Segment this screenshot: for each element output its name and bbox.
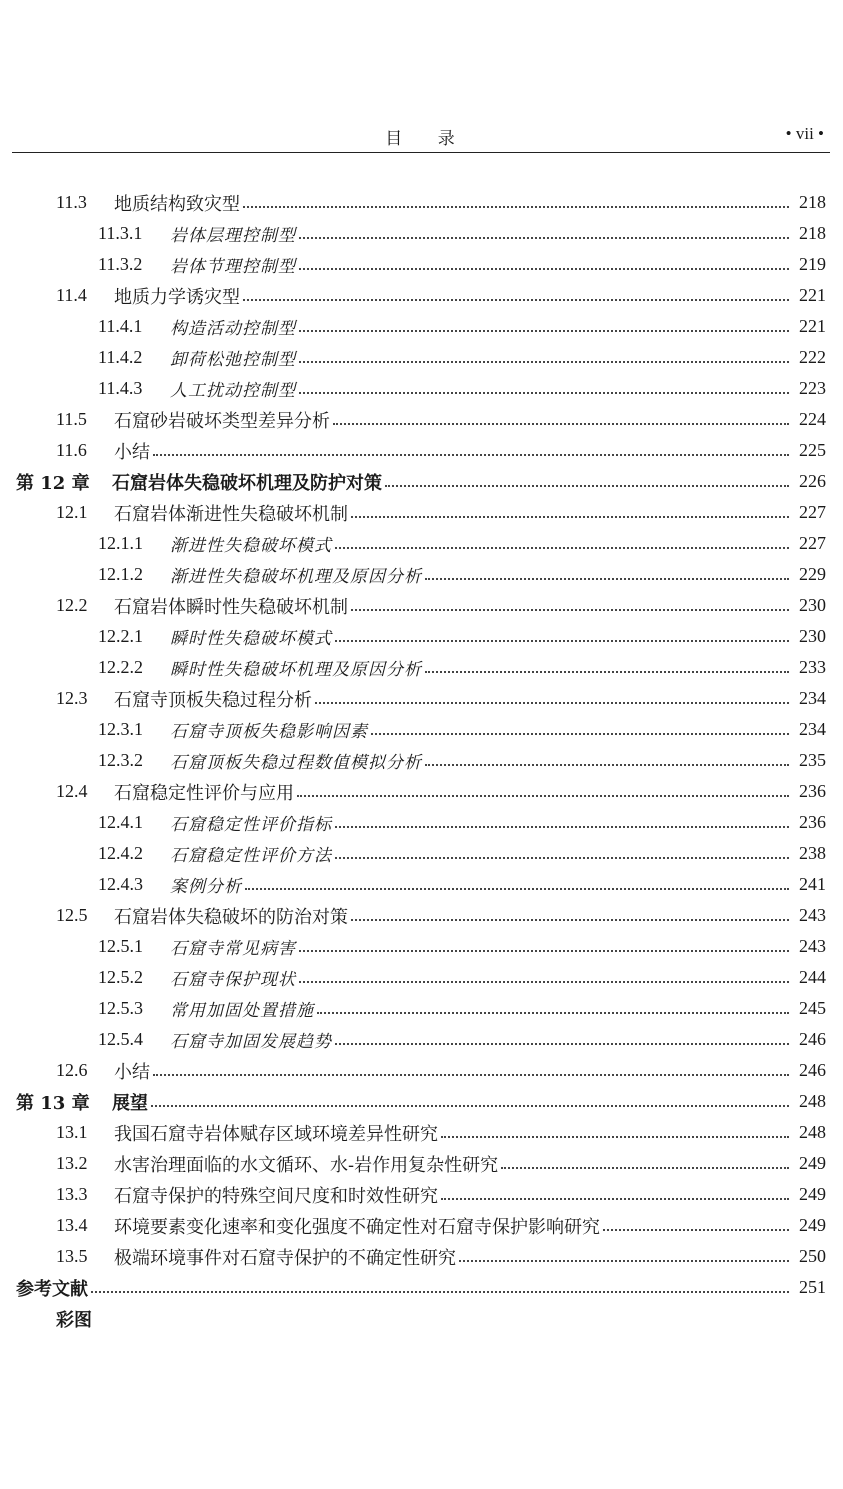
toc-entry-number: 12.1.2 [98,564,143,584]
toc-entry[interactable] [0,1210,843,1241]
toc-entry-number: 12.5.4 [98,1029,143,1049]
toc-entry[interactable] [0,900,843,931]
toc-entry[interactable] [0,342,843,373]
dot-leader [299,392,789,394]
dot-leader [299,981,789,983]
toc-entry-title: 石窟岩体失稳破坏机理及防护对策 [112,472,382,494]
toc-entry-number: 13.5 [56,1246,88,1266]
toc-entry-page: 218 [799,192,826,212]
toc-entry-page: 236 [799,781,826,801]
toc-entry[interactable] [0,1179,843,1210]
dot-leader [385,485,789,487]
dot-leader [317,1012,789,1014]
toc-entry-page: 249 [799,1215,826,1235]
toc-entry-page: 249 [799,1153,826,1173]
dot-leader [425,578,789,580]
toc-entry[interactable] [0,838,843,869]
toc-entry-title: 小结 [114,1061,150,1083]
toc-entry[interactable] [0,1055,843,1086]
toc-entry[interactable] [0,962,843,993]
toc-entry[interactable] [0,404,843,435]
toc-entry-number: 11.4.1 [98,316,143,336]
table-of-contents [0,187,843,1334]
toc-entry-title: 石窟寺保护现状 [170,970,296,990]
toc-entry-title: 案例分析 [170,877,242,897]
toc-entry-title: 瞬时性失稳破坏机理及原因分析 [170,660,422,680]
toc-entry-number: 12.5 [56,905,88,925]
dot-leader [335,857,789,859]
toc-entry[interactable] [0,249,843,280]
toc-entry-number: 12.4.3 [98,874,143,894]
header-page-number: • vii • [785,124,824,143]
toc-entry-page: 243 [799,905,826,925]
toc-entry-number: 12.1 [56,502,88,522]
toc-entry-title: 参考文献 [16,1278,88,1300]
toc-entry-number: 第 12 章 [16,472,90,494]
toc-entry-page: 249 [799,1184,826,1204]
dot-leader [351,516,789,518]
toc-entry-number: 11.4.2 [98,347,143,367]
dot-leader [425,671,789,673]
dot-leader [243,299,789,301]
toc-entry-page: 250 [799,1246,826,1266]
toc-entry-page: 243 [799,936,826,956]
toc-entry[interactable] [0,745,843,776]
dot-leader [299,950,789,952]
toc-entry-page: 227 [799,502,826,522]
toc-entry-number: 12.2.2 [98,657,143,677]
toc-entry-page: 227 [799,533,826,553]
dot-leader [335,547,789,549]
toc-entry[interactable] [0,590,843,621]
toc-entry-page: 251 [799,1277,826,1297]
toc-entry[interactable] [0,683,843,714]
toc-entry-page: 234 [799,688,826,708]
page-header [12,118,830,153]
toc-entry-number: 12.3.2 [98,750,143,770]
toc-entry-page: 219 [799,254,826,274]
dot-leader [153,1074,789,1076]
toc-entry[interactable] [0,1241,843,1272]
toc-entry-title: 小结 [114,441,150,463]
toc-entry-number: 11.5 [56,409,87,429]
toc-entry-page: 241 [799,874,826,894]
toc-entry-title: 石窟顶板失稳过程数值模拟分析 [170,753,422,773]
dot-leader [299,361,789,363]
toc-entry-title: 石窟寺保护的特殊空间尺度和时效性研究 [114,1185,438,1207]
toc-entry-title: 渐进性失稳破坏机理及原因分析 [170,567,422,587]
toc-entry-page: 248 [799,1091,826,1111]
dot-leader [441,1136,789,1138]
toc-entry[interactable] [0,1272,843,1303]
toc-entry-number: 12.4.2 [98,843,143,863]
toc-entry[interactable] [0,497,843,528]
toc-entry-number: 12.5.1 [98,936,143,956]
toc-entry-title: 石窟岩体瞬时性失稳破坏机制 [114,596,348,618]
toc-entry-title: 地质力学诱灾型 [114,286,240,308]
toc-entry[interactable] [0,311,843,342]
dot-leader [299,330,789,332]
toc-entry-number: 12.4 [56,781,88,801]
dot-leader [351,919,789,921]
toc-entry-title: 彩图 [56,1309,92,1331]
toc-entry-title: 石窟寺加固发展趋势 [170,1032,332,1052]
toc-entry[interactable] [0,931,843,962]
toc-entry-number: 第 13 章 [16,1092,90,1114]
toc-entry-page: 226 [799,471,826,491]
dot-leader [441,1198,789,1200]
dot-leader [299,237,789,239]
toc-entry-title: 卸荷松弛控制型 [170,350,296,370]
dot-leader [91,1291,789,1293]
toc-entry-number: 11.3.1 [98,223,143,243]
toc-entry-title: 环境要素变化速率和变化强度不确定性对石窟寺保护影响研究 [114,1216,600,1238]
toc-entry-title: 构造活动控制型 [170,319,296,339]
toc-entry-number: 13.2 [56,1153,88,1173]
toc-entry-title: 人工扰动控制型 [170,381,296,401]
toc-entry[interactable] [0,993,843,1024]
toc-entry[interactable] [0,280,843,311]
toc-entry-title: 石窟砂岩破坏类型差异分析 [114,410,330,432]
toc-entry[interactable] [0,528,843,559]
toc-entry-number: 11.4 [56,285,87,305]
toc-entry[interactable] [0,714,843,745]
toc-entry-number: 13.3 [56,1184,88,1204]
dot-leader [335,826,789,828]
toc-entry-title: 水害治理面临的水文循环、水-岩作用复杂性研究 [114,1154,499,1176]
toc-entry-title: 石窟岩体渐进性失稳破坏机制 [114,503,348,525]
toc-entry-number: 12.5.2 [98,967,143,987]
toc-entry-number: 13.1 [56,1122,88,1142]
dot-leader [297,795,789,797]
dot-leader [351,609,789,611]
dot-leader [371,733,789,735]
toc-entry-page: 245 [799,998,826,1018]
toc-entry[interactable] [0,435,843,466]
toc-entry[interactable] [0,559,843,590]
toc-entry-page: 225 [799,440,826,460]
toc-entry-title: 石窟稳定性评价指标 [170,815,332,835]
toc-entry-title: 石窟岩体失稳破坏的防治对策 [114,906,348,928]
dot-leader [335,1043,789,1045]
dot-leader [245,888,789,890]
toc-entry-number: 12.6 [56,1060,88,1080]
toc-entry-number: 12.2.1 [98,626,143,646]
dot-leader [501,1167,789,1169]
toc-entry-page: 248 [799,1122,826,1142]
toc-entry-number: 12.2 [56,595,88,615]
toc-entry-page: 223 [799,378,826,398]
toc-entry-title: 石窟寺常见病害 [170,939,296,959]
toc-entry[interactable] [0,1024,843,1055]
toc-entry-page: 235 [799,750,826,770]
toc-entry[interactable] [0,776,843,807]
toc-entry-page: 236 [799,812,826,832]
toc-entry[interactable] [0,869,843,900]
header-title: 目 录 [385,129,457,149]
toc-entry-page: 221 [799,316,826,336]
dot-leader [335,640,789,642]
toc-entry-page: 224 [799,409,826,429]
dot-leader [153,454,789,456]
toc-entry-page: 221 [799,285,826,305]
toc-entry-title: 展望 [112,1092,148,1114]
dot-leader [299,268,789,270]
toc-entry[interactable] [0,1148,843,1179]
toc-entry-title: 瞬时性失稳破坏模式 [170,629,332,649]
toc-entry-page: 234 [799,719,826,739]
toc-entry[interactable] [0,187,843,218]
dot-leader [315,702,789,704]
toc-entry-title: 地质结构致灾型 [114,193,240,215]
toc-entry[interactable] [0,1303,843,1334]
toc-entry-title: 常用加固处置措施 [170,1001,314,1021]
toc-entry[interactable] [0,807,843,838]
toc-entry-title: 石窟寺顶板失稳过程分析 [114,689,312,711]
dot-leader [243,206,789,208]
toc-entry-page: 230 [799,626,826,646]
toc-entry-number: 11.3 [56,192,87,212]
dot-leader [459,1260,789,1262]
toc-entry-page: 230 [799,595,826,615]
toc-entry[interactable] [0,466,843,497]
toc-entry-page: 218 [799,223,826,243]
toc-entry[interactable] [0,652,843,683]
toc-entry[interactable] [0,1086,843,1117]
toc-entry[interactable] [0,621,843,652]
toc-entry-title: 渐进性失稳破坏模式 [170,536,332,556]
toc-entry-number: 11.3.2 [98,254,143,274]
toc-entry-title: 岩体节理控制型 [170,257,296,277]
toc-entry-page: 233 [799,657,826,677]
dot-leader [603,1229,789,1231]
toc-entry-number: 12.3.1 [98,719,143,739]
toc-entry-page: 238 [799,843,826,863]
toc-entry-page: 222 [799,347,826,367]
toc-entry-number: 12.1.1 [98,533,143,553]
toc-entry-page: 246 [799,1060,826,1080]
toc-entry-page: 244 [799,967,826,987]
toc-entry-title: 石窟寺顶板失稳影响因素 [170,722,368,742]
dot-leader [425,764,789,766]
toc-entry[interactable] [0,1117,843,1148]
toc-entry-number: 12.4.1 [98,812,143,832]
dot-leader [333,423,789,425]
toc-entry-number: 12.3 [56,688,88,708]
toc-entry-title: 岩体层理控制型 [170,226,296,246]
toc-entry-number: 13.4 [56,1215,88,1235]
toc-entry-title: 极端环境事件对石窟寺保护的不确定性研究 [114,1247,456,1269]
toc-entry-number: 12.5.3 [98,998,143,1018]
toc-entry-number: 11.4.3 [98,378,143,398]
toc-entry-title: 我国石窟寺岩体赋存区域环境差异性研究 [114,1123,438,1145]
toc-entry-title: 石窟稳定性评价方法 [170,846,332,866]
toc-entry[interactable] [0,373,843,404]
toc-entry-number: 11.6 [56,440,87,460]
dot-leader [151,1105,789,1107]
toc-entry-page: 229 [799,564,826,584]
toc-entry[interactable] [0,218,843,249]
toc-entry-title: 石窟稳定性评价与应用 [114,782,294,804]
toc-entry-page: 246 [799,1029,826,1049]
